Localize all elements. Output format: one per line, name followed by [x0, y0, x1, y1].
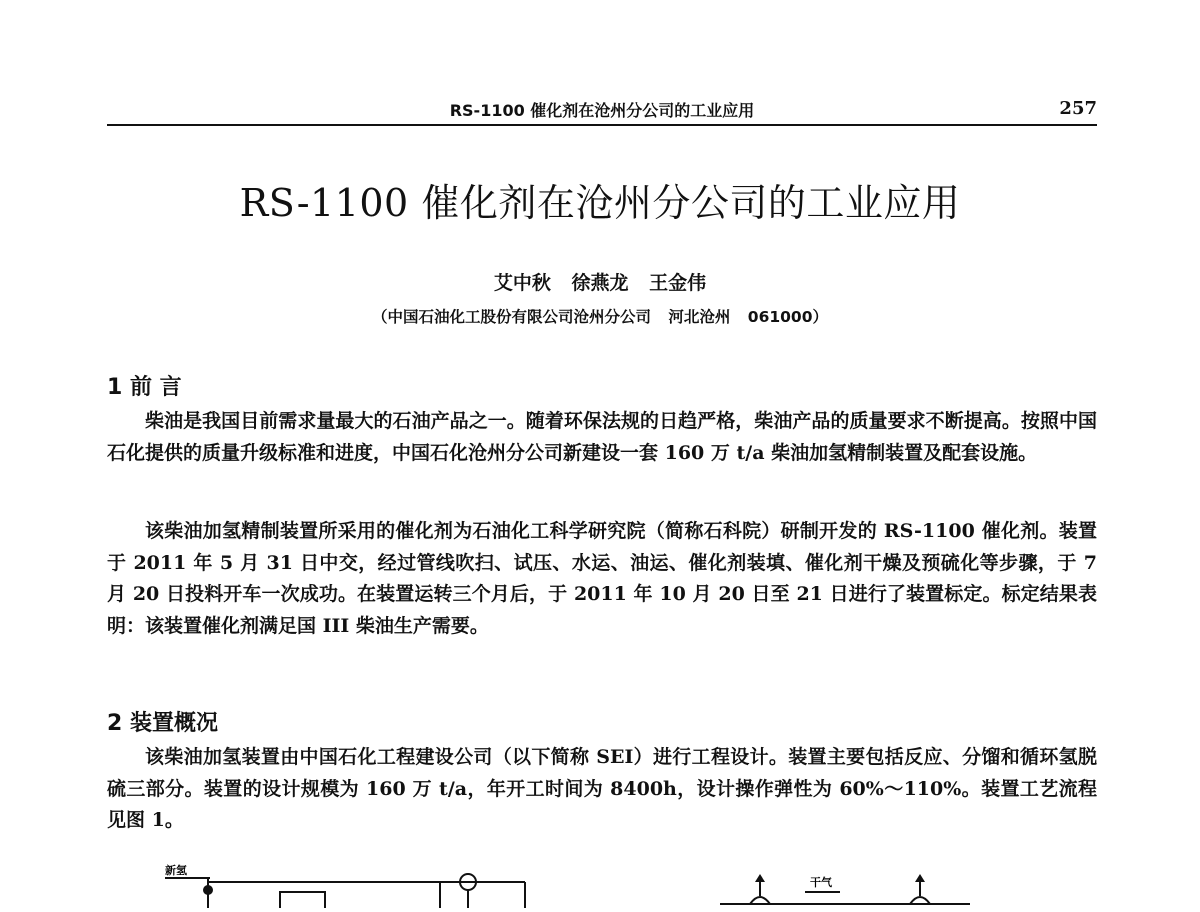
arrow-up-icon — [915, 874, 925, 882]
arrow-up-icon — [755, 874, 765, 882]
page-number: 257 — [1059, 98, 1097, 119]
figure-label-dry-gas: 干气 — [810, 876, 832, 889]
section-heading-introduction: 1 前 言 — [107, 375, 182, 400]
vessel-top — [750, 897, 770, 904]
process-flow-diagram — [150, 860, 1000, 908]
paragraph: 该柴油加氢精制装置所采用的催化剂为石油化工科学研究院（简称石科院）研制开发的 RS-1100 催化剂。装置于 2011 年 5 月 31 日中交，经过管线吹扫、试压、水运、油运、催化剂装填、催化剂干燥及预硫化等步骤，于 7 月 20 日投料开车一次成功。在装置运转三个月后，于 2011 年 10 月 20 日至 21 日进行了装置标定。标定结果表明：该装置催化剂满足国 III 柴油生产需要。 — [107, 520, 1097, 637]
running-head-title: RS-1100 催化剂在沧州分公司的工业应用 — [449, 101, 755, 120]
authors: 艾中秋 徐燕龙 王金伟 — [493, 272, 707, 294]
paragraph: 该柴油加氢装置由中国石化工程建设公司（以下简称 SEI）进行工程设计。装置主要包括反应、分馏和循环氢脱硫三部分。装置的设计规模为 160 万 t/a，年开工时间为 8400h，设计操作弹性为 60%～110%。装置工艺流程见图 1。 — [107, 746, 1097, 831]
vessel-top — [910, 897, 930, 904]
running-head — [107, 96, 1097, 126]
process-flow-figure — [150, 860, 1000, 908]
article-title: RS-1100 催化剂在沧州分公司的工业应用 — [239, 181, 961, 225]
equipment-box — [280, 892, 325, 908]
section-heading-unit-overview: 2 装置概况 — [107, 711, 218, 736]
affiliation: （中国石油化工股份有限公司沧州分公司 河北沧州 061000） — [371, 308, 828, 326]
figure-label-new-hydrogen: 新氢 — [165, 864, 187, 877]
paragraph: 柴油是我国目前需求量最大的石油产品之一。随着环保法规的日趋严格，柴油产品的质量要求不断提高。按照中国石化提供的质量升级标准和进度，中国石化沧州分公司新建设一套 160 万 t/a 柴油加氢精制装置及配套设施。 — [107, 410, 1097, 464]
